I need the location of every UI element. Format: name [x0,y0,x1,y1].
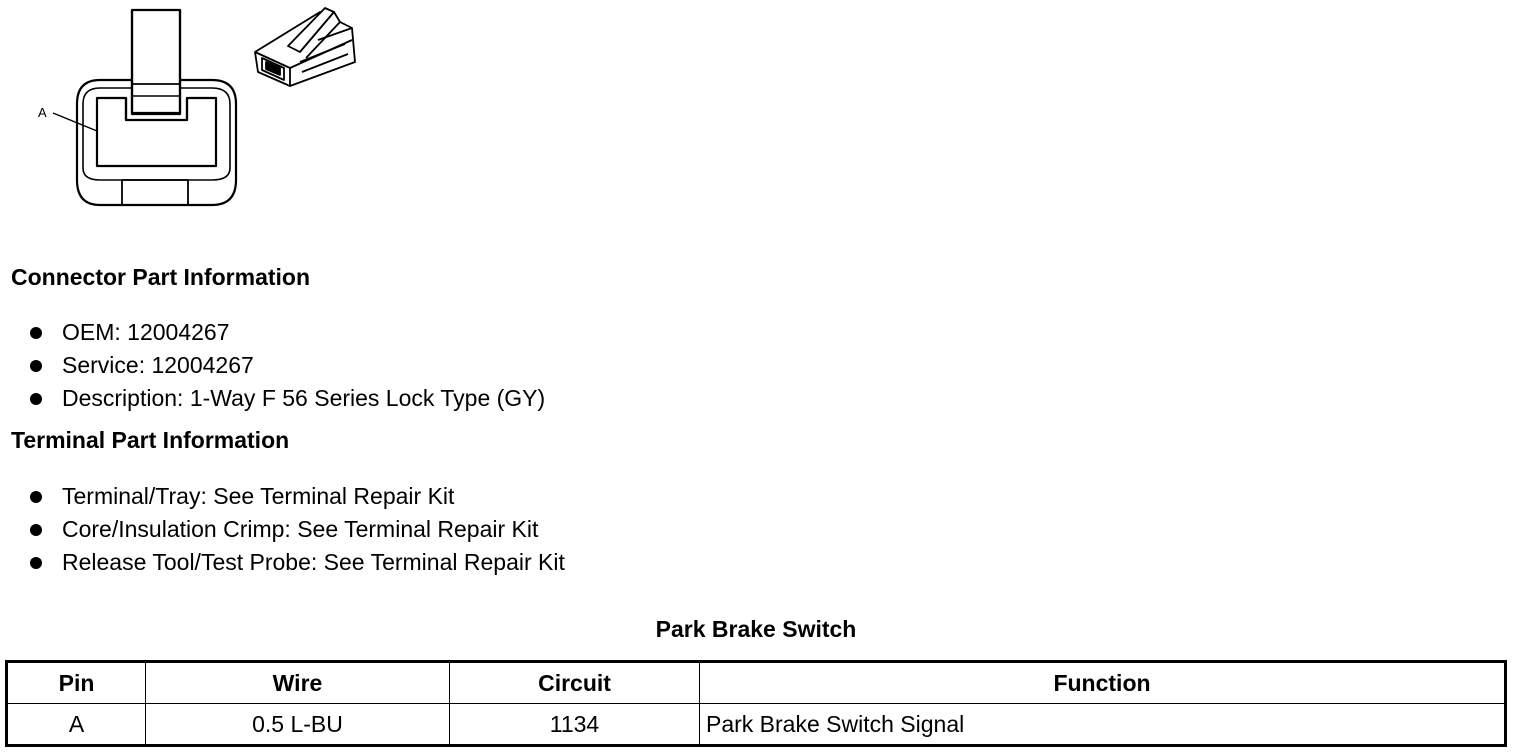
column-header-pin: Pin [7,662,146,704]
bullet-icon [30,327,42,339]
table-row [7,704,1506,746]
terminal-info-list [30,480,565,579]
bullet-icon [30,557,42,569]
cavity-label: A [38,105,47,120]
bullet-icon [30,524,42,536]
list-item: Core/Insulation Crimp: See Terminal Repair Kit [30,513,565,546]
list-item: Terminal/Tray: See Terminal Repair Kit [30,480,565,513]
list-item: OEM: 12004267 [30,316,545,349]
bullet-icon [30,393,42,405]
column-header-wire: Wire [146,662,450,704]
terminal-info-heading: Terminal Part Information [11,427,290,453]
connector-info-list [30,316,545,415]
connector-diagram [0,0,380,215]
column-header-circuit: Circuit [450,662,700,704]
bullet-icon [30,491,42,503]
list-item: Description: 1-Way F 56 Series Lock Type (GY) [30,382,545,415]
column-header-function: Function [700,662,1506,704]
bullet-icon [30,360,42,372]
lock-tab [132,10,180,113]
list-item: Service: 12004267 [30,349,545,382]
pin-table [5,660,1507,747]
connector-isometric-icon [255,8,355,86]
table-header-row [7,662,1506,704]
cell-circuit: 1134 [450,704,700,746]
connector-key [122,180,188,205]
cell-pin: A [7,704,146,746]
pin-table-title: Park Brake Switch [655,616,857,642]
connector-info-heading: Connector Part Information [11,264,311,290]
cell-wire: 0.5 L-BU [146,704,450,746]
cell-function: Park Brake Switch Signal [700,704,1506,746]
list-item: Release Tool/Test Probe: See Terminal Repair Kit [30,546,565,579]
